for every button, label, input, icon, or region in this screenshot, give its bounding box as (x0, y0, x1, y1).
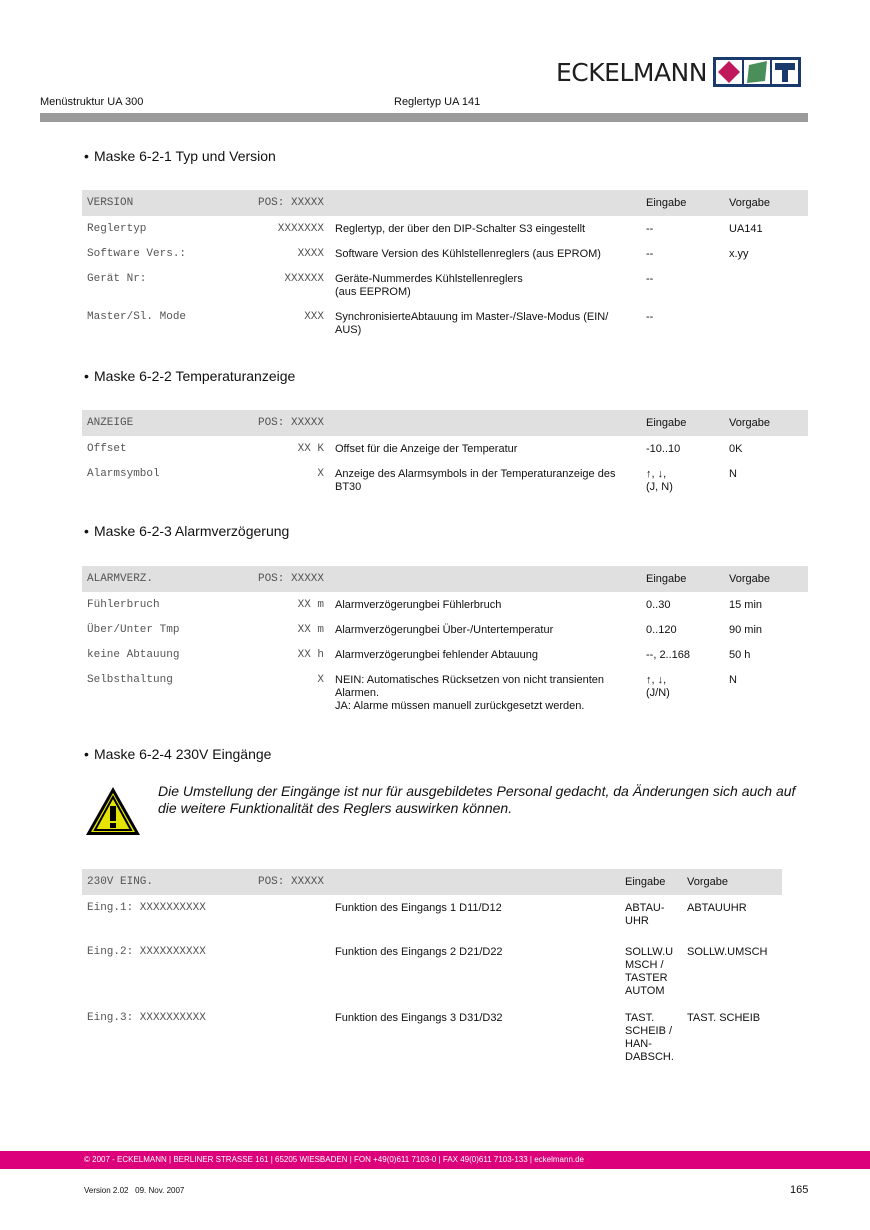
column-vorgabe: Vorgabe (724, 190, 808, 216)
column-eingabe: Eingabe (641, 566, 724, 592)
param-name: Eing.2: XXXXXXXXXX (87, 946, 206, 958)
column-vorgabe: Vorgabe (724, 410, 808, 436)
mask-table-6-2-3 (82, 566, 808, 718)
table-row (82, 939, 782, 1005)
param-eingabe: ↑, ↓, (J, N) (646, 468, 673, 493)
param-description: Funktion des Eingangs 3 D31/D32 (335, 1012, 503, 1024)
logo-text: ECKELMANN (556, 57, 707, 87)
mask-name: ALARMVERZ. (82, 566, 236, 592)
table-row (82, 266, 808, 304)
param-value: XX m (297, 599, 324, 611)
param-description: Funktion des Eingangs 1 D11/D12 (335, 902, 502, 914)
column-eingabe: Eingabe (641, 410, 724, 436)
param-name: Eing.1: XXXXXXXXXX (87, 902, 206, 914)
param-description: Alarmverzögerungbei Über-/Untertemperatur (335, 624, 554, 636)
param-vorgabe: x.yy (729, 248, 749, 260)
param-vorgabe: N (729, 468, 737, 480)
param-name: Reglertyp (87, 223, 147, 235)
param-name: Software Vers.: (87, 248, 187, 260)
section-title-6-2-1: • Maske 6-2-1 Typ und Version (84, 148, 276, 164)
param-name: Master/Sl. Mode (87, 311, 187, 323)
section-title-6-2-4: • Maske 6-2-4 230V Eingänge (84, 746, 272, 762)
eckelmann-logo (556, 57, 801, 87)
warning-triangle-icon (84, 785, 142, 837)
param-eingabe: SOLLW.U MSCH / TASTER AUTOM (625, 946, 674, 997)
param-eingabe: ABTAU- UHR (625, 902, 665, 927)
param-value: XX K (297, 443, 324, 455)
param-vorgabe: UA141 (729, 223, 763, 235)
column-vorgabe: Vorgabe (682, 869, 782, 895)
param-name: Selbsthaltung (87, 674, 173, 686)
param-description: Offset für die Anzeige der Temperatur (335, 443, 518, 455)
table-row (82, 241, 808, 266)
param-eingabe: 0..30 (646, 599, 671, 611)
table-row (82, 461, 808, 499)
table-row (82, 617, 808, 642)
mask-name: VERSION (82, 190, 236, 216)
param-name: Gerät Nr: (87, 273, 147, 285)
table-row (82, 304, 808, 342)
param-vorgabe: 0K (729, 443, 743, 455)
mask-table-6-2-1 (82, 190, 808, 342)
header-controller-type: Reglertyp UA 141 (394, 96, 481, 108)
param-description: Anzeige des Alarmsymbols in der Temperaturanzeige des BT30 (335, 468, 616, 493)
footer-contact-bar (0, 1151, 870, 1169)
param-eingabe: ↑, ↓, (J/N) (646, 674, 670, 699)
param-eingabe: --, 2..168 (646, 649, 691, 661)
param-vorgabe: N (729, 674, 737, 686)
param-vorgabe: 15 min (729, 599, 763, 611)
version-info: Version 2.02 09. Nov. 2007 (84, 1186, 185, 1195)
param-eingabe: TAST. SCHEIB / HAN- DABSCH. (625, 1012, 674, 1063)
mask-position: POS: XXXXX (236, 190, 330, 216)
footer-contact-text: © 2007 - ECKELMANN | BERLINER STRASSE 161 | 65205 WIESBADEN | FON +49(0)611 7103-0 | FAX 49(0)611 7103-133 | eckelmann.de (84, 1155, 585, 1164)
mask-table-6-2-2 (82, 410, 808, 499)
table-row (82, 216, 808, 241)
header-document-title: Menüstruktur UA 300 (40, 96, 144, 108)
param-description: Funktion des Eingangs 2 D21/D22 (335, 946, 503, 958)
table-row (82, 667, 808, 718)
logo-mark-icon (713, 57, 801, 87)
table-row (82, 1005, 782, 1069)
column-eingabe: Eingabe (620, 869, 682, 895)
table-row (82, 592, 808, 617)
param-description: Alarmverzögerungbei Fühlerbruch (335, 599, 502, 611)
param-description: SynchronisierteAbtauung im Master-/Slave-Modus (EIN/ AUS) (335, 311, 609, 336)
param-name: keine Abtauung (87, 649, 180, 661)
param-eingabe: -- (646, 223, 654, 235)
table-row (82, 895, 782, 939)
param-value: XXXXXXX (277, 223, 324, 235)
mask-position: POS: XXXXX (236, 869, 330, 895)
param-description: NEIN: Automatisches Rücksetzen von nicht transienten Alarmen. JA: Alarme müssen manuell zurückgesetzt werden. (335, 674, 605, 712)
param-eingabe: -- (646, 311, 654, 323)
section-title-6-2-2: • Maske 6-2-2 Temperaturanzeige (84, 368, 296, 384)
param-description: Reglertyp, der über den DIP-Schalter S3 eingestellt (335, 223, 586, 235)
section-title-6-2-3: • Maske 6-2-3 Alarmverzögerung (84, 523, 290, 539)
param-vorgabe: 50 h (729, 649, 751, 661)
param-description: Geräte-Nummerdes Kühlstellenreglers (aus EEPROM) (335, 273, 523, 298)
table-header-row (82, 869, 782, 895)
param-eingabe: -- (646, 248, 654, 260)
page-number: 165 (790, 1184, 809, 1196)
param-vorgabe: 90 min (729, 624, 763, 636)
param-vorgabe (724, 266, 808, 304)
header-rule (40, 113, 808, 122)
param-name: Über/Unter Tmp (87, 624, 180, 636)
param-value: XXXX (297, 248, 324, 260)
param-value: X (317, 468, 324, 480)
column-eingabe: Eingabe (641, 190, 724, 216)
mask-table-6-2-4 (82, 869, 782, 1069)
param-eingabe: -- (646, 273, 654, 285)
param-value: X (317, 674, 324, 686)
param-name: Fühlerbruch (87, 599, 160, 611)
param-vorgabe: ABTAUUHR (687, 902, 747, 914)
param-description: Alarmverzögerungbei fehlender Abtauung (335, 649, 539, 661)
param-vorgabe (724, 304, 808, 342)
table-header-row (82, 410, 808, 436)
param-value: XX h (297, 649, 324, 661)
mask-position: POS: XXXXX (236, 566, 330, 592)
param-description: Software Version des Kühlstellenreglers (aus EPROM) (335, 248, 601, 260)
param-vorgabe: TAST. SCHEIB (687, 1012, 761, 1024)
table-header-row (82, 566, 808, 592)
param-eingabe: 0..120 (646, 624, 677, 636)
warning-text: Die Umstellung der Eingänge ist nur für ausgebildetes Personal gedacht, da Änderungen sich auch auf die weitere Funktionalität des Reglers auswirken können. (158, 783, 796, 816)
param-value: XXXXXX (284, 273, 324, 285)
mask-position: POS: XXXXX (236, 410, 330, 436)
param-vorgabe: SOLLW.UMSCH (687, 946, 768, 958)
param-eingabe: -10..10 (646, 443, 681, 455)
mask-name: 230V EING. (82, 869, 236, 895)
param-name: Offset (87, 443, 127, 455)
column-vorgabe: Vorgabe (724, 566, 808, 592)
table-header-row (82, 190, 808, 216)
param-name: Eing.3: XXXXXXXXXX (87, 1012, 206, 1024)
param-name: Alarmsymbol (87, 468, 160, 480)
mask-name: ANZEIGE (82, 410, 236, 436)
param-value: XXX (304, 311, 324, 323)
table-row (82, 436, 808, 461)
param-value: XX m (297, 624, 324, 636)
table-row (82, 642, 808, 667)
